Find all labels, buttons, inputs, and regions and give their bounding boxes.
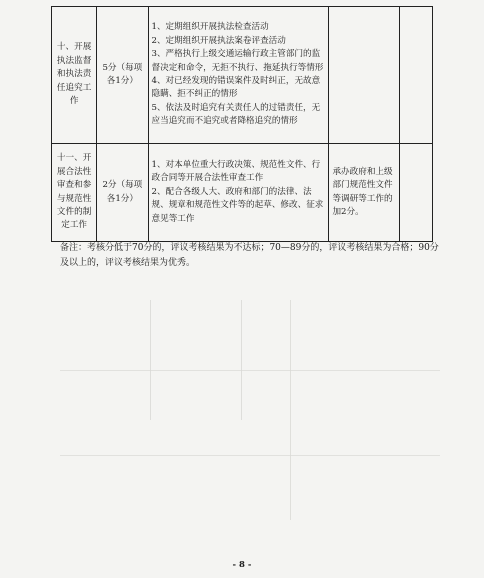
assessment-item-cell: 十一、开展合法性审查和参与规范性文件的制定工作 (52, 144, 97, 242)
criteria-line: 1、定期组织开展执法检查活动 (151, 22, 269, 33)
criteria-line: 4、对已经发现的错误案件及时纠正，无故意隐瞒、拒不纠正的情形 (151, 76, 321, 100)
bonus-cell (329, 7, 399, 144)
criteria-line: 5、依法及时追究有关责任人的过错责任，无应当追究而不追究或者降格追究的情形 (151, 102, 321, 127)
criteria-line: 3、严格执行上级交通运输行政主管部门的监督决定和命令，无拒不执行、拖延执行等情形 (151, 49, 324, 73)
bleed-through-texture (60, 455, 440, 456)
score-cell: 5分（每项各1分） (97, 7, 148, 144)
criteria-cell (148, 7, 329, 144)
score-cell: 2分（每项各1分） (97, 144, 148, 242)
page-number: - 8 - (232, 560, 252, 570)
bonus-cell: 承办政府和上级部门规范性文件等调研等工作的加2分。 (329, 144, 399, 242)
note-cell (399, 7, 432, 144)
criteria-line: 1、对本单位重大行政决策、规范性文件、行政合同等开展合法性审查工作 (151, 159, 321, 184)
bleed-through-texture (60, 370, 440, 371)
table-row (52, 144, 433, 242)
criteria-line: 2、配合各级人大、政府和部门的法律、法规、规章和规范性文件等的起草、修改、征求意见等工作 (151, 186, 324, 224)
bleed-through-texture (290, 300, 391, 520)
bleed-through-texture (150, 300, 242, 420)
remark-text: 备注：考核分低于70分的，评议考核结果为不达标；70—89分的，评议考核结果为合格；90分及以上的，评议考核结果为优秀。 (60, 243, 439, 268)
criteria-line: 2、定期组织开展执法案卷评查活动 (151, 35, 286, 46)
table-row (52, 7, 433, 144)
assessment-table (51, 6, 433, 242)
note-cell (399, 144, 432, 242)
criteria-cell (148, 144, 329, 242)
assessment-item-cell: 十、开展执法监督和执法责任追究工作 (52, 7, 97, 144)
